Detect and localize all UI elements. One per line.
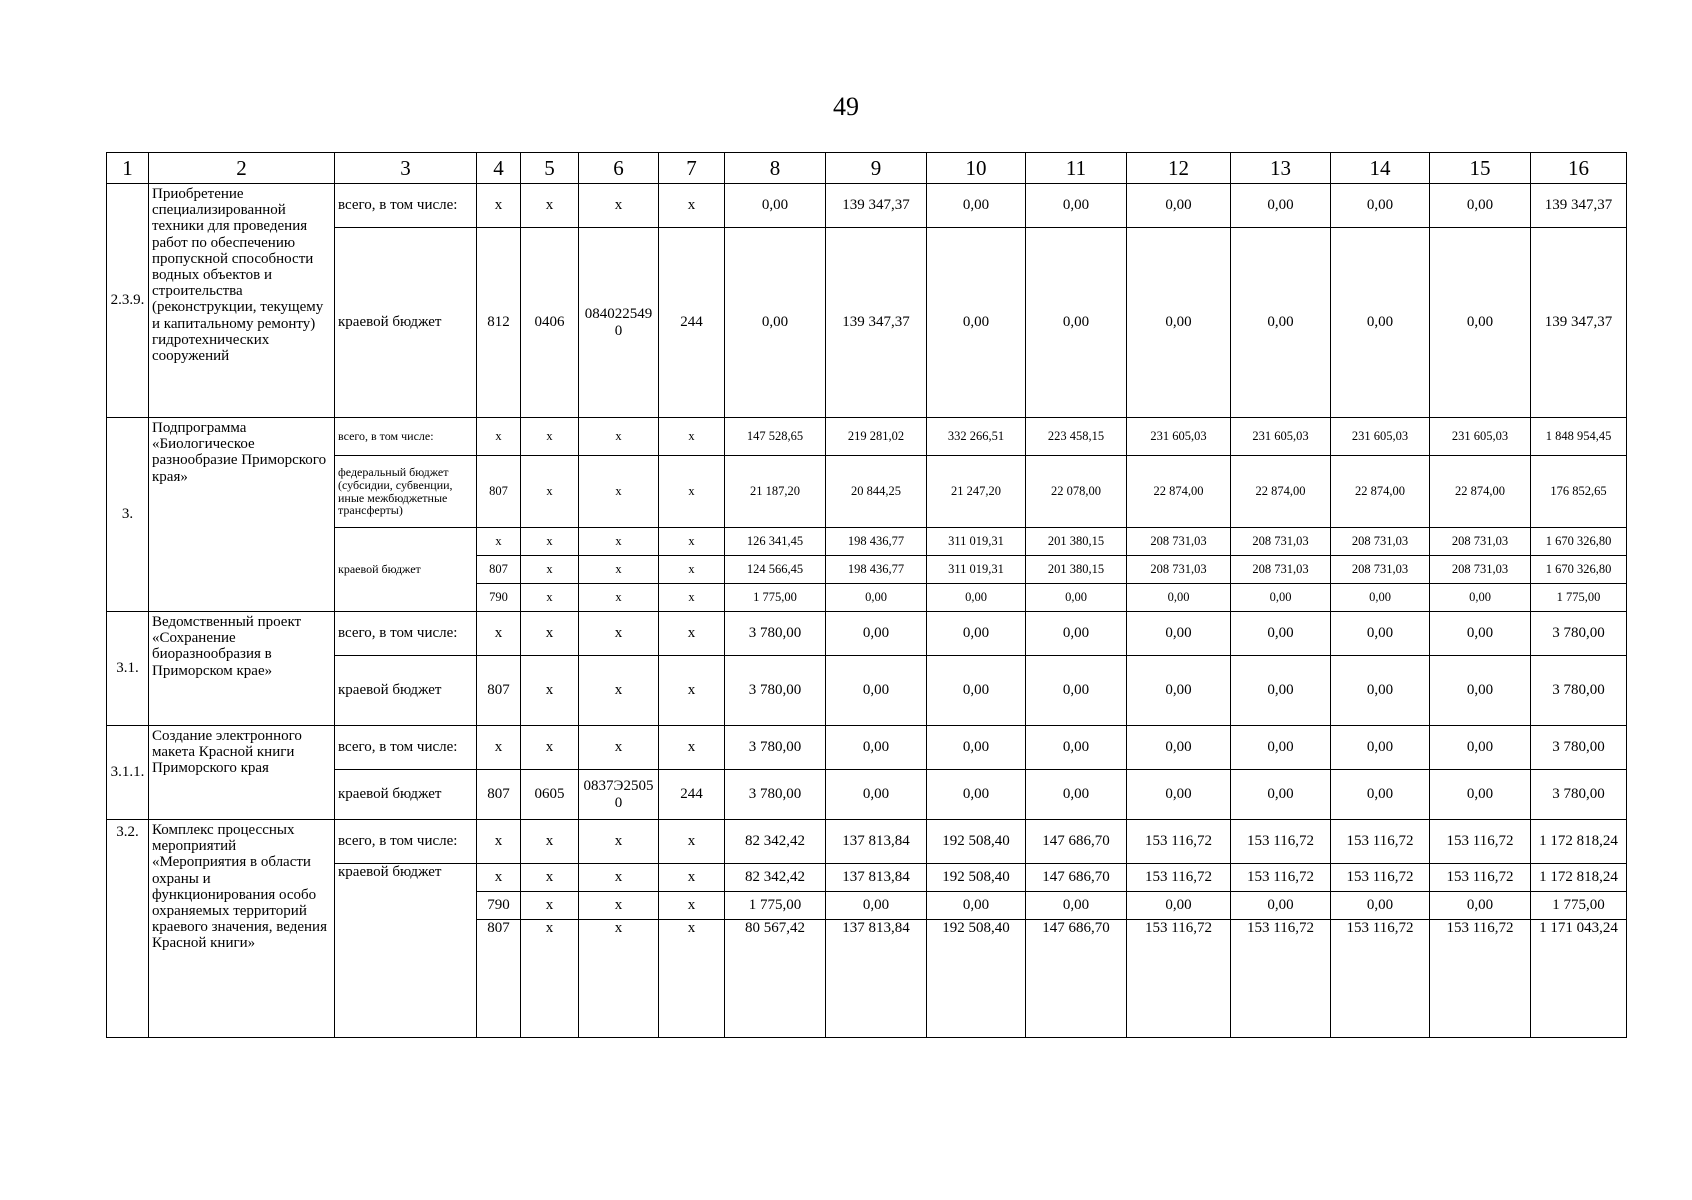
- cell-col-4: x: [477, 864, 521, 892]
- cell-col-11: 0,00: [1026, 228, 1127, 418]
- cell-col-9: 0,00: [826, 770, 927, 820]
- cell-col-9: 0,00: [826, 656, 927, 726]
- cell-col-7: x: [659, 612, 725, 656]
- col-header: 16: [1531, 153, 1627, 184]
- col-header: 4: [477, 153, 521, 184]
- cell-col-9: 219 281,02: [826, 418, 927, 456]
- cell-col-15: 153 116,72: [1430, 920, 1531, 1038]
- cell-col-10: 192 508,40: [927, 864, 1026, 892]
- cell-col-6: x: [579, 584, 659, 612]
- cell-col-8: 82 342,42: [725, 864, 826, 892]
- cell-col-15: 153 116,72: [1430, 864, 1531, 892]
- col-header: 5: [521, 153, 579, 184]
- cell-col-11: 0,00: [1026, 184, 1127, 228]
- cell-col-9: 198 436,77: [826, 556, 927, 584]
- cell-col-14: 0,00: [1331, 892, 1430, 920]
- cell-col-16: 3 780,00: [1531, 612, 1627, 656]
- cell-col-16: 1 670 326,80: [1531, 528, 1627, 556]
- cell-col-13: 0,00: [1231, 770, 1331, 820]
- cell-col-12: 231 605,03: [1127, 418, 1231, 456]
- col-header: 11: [1026, 153, 1127, 184]
- budget-table: [106, 152, 1627, 1038]
- cell-col-13: 153 116,72: [1231, 920, 1331, 1038]
- cell-col-4: x: [477, 612, 521, 656]
- cell-col-15: 0,00: [1430, 228, 1531, 418]
- cell-col-5: x: [521, 612, 579, 656]
- cell-col-16: 3 780,00: [1531, 726, 1627, 770]
- cell-col-14: 153 116,72: [1331, 920, 1430, 1038]
- table-row: [107, 528, 1627, 556]
- cell-col-12: 0,00: [1127, 770, 1231, 820]
- cell-col-9: 0,00: [826, 584, 927, 612]
- cell-col-9: 0,00: [826, 726, 927, 770]
- cell-col-6: x: [579, 556, 659, 584]
- cell-col-5: x: [521, 528, 579, 556]
- cell-col-12: 153 116,72: [1127, 864, 1231, 892]
- cell-col-7: x: [659, 820, 725, 864]
- cell-col-7: x: [659, 456, 725, 528]
- funding-source: краевой бюджет: [335, 864, 477, 1038]
- cell-col-15: 0,00: [1430, 892, 1531, 920]
- col-header: 7: [659, 153, 725, 184]
- cell-col-13: 0,00: [1231, 584, 1331, 612]
- table-row: [107, 770, 1627, 820]
- cell-col-10: 0,00: [927, 770, 1026, 820]
- cell-col-10: 192 508,40: [927, 920, 1026, 1038]
- cell-col-9: 0,00: [826, 612, 927, 656]
- cell-col-9: 20 844,25: [826, 456, 927, 528]
- cell-col-6: x: [579, 920, 659, 1038]
- col-header: 15: [1430, 153, 1531, 184]
- cell-col-8: 0,00: [725, 228, 826, 418]
- cell-col-11: 223 458,15: [1026, 418, 1127, 456]
- cell-col-16: 3 780,00: [1531, 656, 1627, 726]
- row-code: 3.2.: [107, 820, 149, 1038]
- cell-col-11: 201 380,15: [1026, 556, 1127, 584]
- cell-col-14: 0,00: [1331, 228, 1430, 418]
- cell-col-12: 153 116,72: [1127, 920, 1231, 1038]
- cell-col-5: 0605: [521, 770, 579, 820]
- cell-col-5: x: [521, 584, 579, 612]
- cell-col-10: 21 247,20: [927, 456, 1026, 528]
- cell-col-5: x: [521, 456, 579, 528]
- cell-col-11: 201 380,15: [1026, 528, 1127, 556]
- cell-col-16: 1 171 043,24: [1531, 920, 1627, 1038]
- cell-col-6: x: [579, 892, 659, 920]
- cell-col-12: 153 116,72: [1127, 820, 1231, 864]
- cell-col-4: 790: [477, 892, 521, 920]
- cell-col-5: x: [521, 556, 579, 584]
- cell-col-13: 22 874,00: [1231, 456, 1331, 528]
- funding-source: краевой бюджет: [335, 528, 477, 612]
- cell-col-10: 0,00: [927, 726, 1026, 770]
- cell-col-7: x: [659, 584, 725, 612]
- cell-col-11: 147 686,70: [1026, 820, 1127, 864]
- cell-col-13: 0,00: [1231, 726, 1331, 770]
- cell-col-9: 198 436,77: [826, 528, 927, 556]
- cell-col-7: x: [659, 892, 725, 920]
- col-header: 8: [725, 153, 826, 184]
- cell-col-14: 0,00: [1331, 184, 1430, 228]
- cell-col-8: 147 528,65: [725, 418, 826, 456]
- cell-col-11: 22 078,00: [1026, 456, 1127, 528]
- cell-col-12: 208 731,03: [1127, 528, 1231, 556]
- cell-col-4: 807: [477, 920, 521, 1038]
- cell-col-13: 153 116,72: [1231, 864, 1331, 892]
- cell-col-10: 311 019,31: [927, 528, 1026, 556]
- cell-col-6: x: [579, 820, 659, 864]
- cell-col-16: 1 775,00: [1531, 584, 1627, 612]
- cell-col-4: 807: [477, 656, 521, 726]
- cell-col-14: 22 874,00: [1331, 456, 1430, 528]
- cell-col-12: 0,00: [1127, 184, 1231, 228]
- table-row: [107, 456, 1627, 528]
- cell-col-6: x: [579, 418, 659, 456]
- cell-col-4: x: [477, 418, 521, 456]
- cell-col-7: x: [659, 418, 725, 456]
- cell-col-4: 807: [477, 556, 521, 584]
- cell-col-5: x: [521, 920, 579, 1038]
- col-header: 10: [927, 153, 1026, 184]
- table-row: [107, 612, 1627, 656]
- col-header: 2: [149, 153, 335, 184]
- cell-col-8: 3 780,00: [725, 656, 826, 726]
- cell-col-11: 147 686,70: [1026, 920, 1127, 1038]
- cell-col-10: 332 266,51: [927, 418, 1026, 456]
- cell-col-7: x: [659, 556, 725, 584]
- cell-col-10: 0,00: [927, 584, 1026, 612]
- cell-col-15: 0,00: [1430, 656, 1531, 726]
- cell-col-14: 0,00: [1331, 726, 1430, 770]
- cell-col-5: x: [521, 418, 579, 456]
- cell-col-8: 0,00: [725, 184, 826, 228]
- cell-col-8: 1 775,00: [725, 892, 826, 920]
- table-row: [107, 820, 1627, 864]
- cell-col-14: 0,00: [1331, 770, 1430, 820]
- cell-col-10: 0,00: [927, 892, 1026, 920]
- table-row: [107, 228, 1627, 418]
- cell-col-7: x: [659, 656, 725, 726]
- cell-col-6: 0840225490: [579, 228, 659, 418]
- cell-col-4: x: [477, 820, 521, 864]
- col-header: 6: [579, 153, 659, 184]
- cell-col-11: 0,00: [1026, 726, 1127, 770]
- funding-source: всего, в том числе:: [335, 726, 477, 770]
- row-name: Ведомственный проект «Сохранение биоразнообразия в Приморском крае»: [149, 612, 335, 726]
- cell-col-9: 137 813,84: [826, 820, 927, 864]
- cell-col-14: 0,00: [1331, 656, 1430, 726]
- cell-col-11: 0,00: [1026, 612, 1127, 656]
- cell-col-16: 1 775,00: [1531, 892, 1627, 920]
- cell-col-9: 139 347,37: [826, 228, 927, 418]
- row-code: 3.: [107, 418, 149, 612]
- cell-col-6: x: [579, 456, 659, 528]
- cell-col-7: 244: [659, 770, 725, 820]
- funding-source: всего, в том числе:: [335, 612, 477, 656]
- cell-col-5: x: [521, 820, 579, 864]
- cell-col-16: 139 347,37: [1531, 184, 1627, 228]
- cell-col-4: 807: [477, 456, 521, 528]
- row-name: Комплекс процессных мероприятий «Мероприятия в области охраны и функционирования особо охраняемых территорий краевого значения, ведения Красной книги»: [149, 820, 335, 1038]
- cell-col-6: x: [579, 612, 659, 656]
- cell-col-7: x: [659, 184, 725, 228]
- header-row: [107, 153, 1627, 184]
- cell-col-13: 208 731,03: [1231, 528, 1331, 556]
- cell-col-4: x: [477, 528, 521, 556]
- cell-col-12: 0,00: [1127, 584, 1231, 612]
- cell-col-8: 80 567,42: [725, 920, 826, 1038]
- funding-source: всего, в том числе:: [335, 820, 477, 864]
- cell-col-11: 0,00: [1026, 892, 1127, 920]
- cell-col-4: 807: [477, 770, 521, 820]
- cell-col-9: 139 347,37: [826, 184, 927, 228]
- cell-col-5: x: [521, 892, 579, 920]
- cell-col-4: 812: [477, 228, 521, 418]
- table-row: [107, 418, 1627, 456]
- cell-col-12: 0,00: [1127, 892, 1231, 920]
- funding-source: краевой бюджет: [335, 228, 477, 418]
- cell-col-16: 1 172 818,24: [1531, 820, 1627, 864]
- cell-col-16: 1 670 326,80: [1531, 556, 1627, 584]
- cell-col-6: 0837Э25050: [579, 770, 659, 820]
- funding-source: всего, в том числе:: [335, 418, 477, 456]
- cell-col-16: 176 852,65: [1531, 456, 1627, 528]
- cell-col-8: 126 341,45: [725, 528, 826, 556]
- cell-col-7: x: [659, 864, 725, 892]
- cell-col-13: 153 116,72: [1231, 820, 1331, 864]
- cell-col-11: 0,00: [1026, 656, 1127, 726]
- row-name: Приобретение специализированной техники для проведения работ по обеспечению пропускной способности водных объектов и строительства (реконструкции, текущему и капитальному ремонту) гидротехнических сооружений: [149, 184, 335, 418]
- cell-col-8: 3 780,00: [725, 612, 826, 656]
- cell-col-7: x: [659, 920, 725, 1038]
- cell-col-12: 0,00: [1127, 612, 1231, 656]
- cell-col-6: x: [579, 528, 659, 556]
- cell-col-6: x: [579, 184, 659, 228]
- cell-col-13: 0,00: [1231, 184, 1331, 228]
- cell-col-4: x: [477, 726, 521, 770]
- cell-col-7: x: [659, 726, 725, 770]
- cell-col-10: 192 508,40: [927, 820, 1026, 864]
- table-row: [107, 656, 1627, 726]
- cell-col-8: 124 566,45: [725, 556, 826, 584]
- cell-col-14: 208 731,03: [1331, 556, 1430, 584]
- cell-col-5: x: [521, 656, 579, 726]
- col-header: 13: [1231, 153, 1331, 184]
- cell-col-4: 790: [477, 584, 521, 612]
- cell-col-10: 0,00: [927, 228, 1026, 418]
- cell-col-15: 0,00: [1430, 726, 1531, 770]
- cell-col-12: 0,00: [1127, 228, 1231, 418]
- col-header: 3: [335, 153, 477, 184]
- cell-col-15: 153 116,72: [1430, 820, 1531, 864]
- cell-col-5: 0406: [521, 228, 579, 418]
- cell-col-6: x: [579, 726, 659, 770]
- cell-col-8: 3 780,00: [725, 770, 826, 820]
- cell-col-9: 137 813,84: [826, 920, 927, 1038]
- cell-col-11: 0,00: [1026, 584, 1127, 612]
- cell-col-9: 0,00: [826, 892, 927, 920]
- cell-col-13: 0,00: [1231, 892, 1331, 920]
- cell-col-16: 3 780,00: [1531, 770, 1627, 820]
- funding-source: федеральный бюджет (субсидии, субвенции, иные межбюджетные трансферты): [335, 456, 477, 528]
- cell-col-12: 0,00: [1127, 656, 1231, 726]
- col-header: 1: [107, 153, 149, 184]
- cell-col-8: 21 187,20: [725, 456, 826, 528]
- cell-col-11: 147 686,70: [1026, 864, 1127, 892]
- cell-col-15: 0,00: [1430, 770, 1531, 820]
- cell-col-15: 208 731,03: [1430, 556, 1531, 584]
- cell-col-5: x: [521, 184, 579, 228]
- cell-col-10: 311 019,31: [927, 556, 1026, 584]
- cell-col-8: 82 342,42: [725, 820, 826, 864]
- table-row: [107, 864, 1627, 892]
- cell-col-15: 0,00: [1430, 612, 1531, 656]
- cell-col-10: 0,00: [927, 184, 1026, 228]
- cell-col-16: 1 172 818,24: [1531, 864, 1627, 892]
- cell-col-10: 0,00: [927, 656, 1026, 726]
- row-name: Создание электронного макета Красной книги Приморского края: [149, 726, 335, 820]
- cell-col-13: 231 605,03: [1231, 418, 1331, 456]
- cell-col-9: 137 813,84: [826, 864, 927, 892]
- cell-col-15: 231 605,03: [1430, 418, 1531, 456]
- cell-col-13: 0,00: [1231, 612, 1331, 656]
- row-code: 3.1.1.: [107, 726, 149, 820]
- cell-col-14: 153 116,72: [1331, 864, 1430, 892]
- cell-col-15: 0,00: [1430, 584, 1531, 612]
- table-row: [107, 726, 1627, 770]
- cell-col-5: x: [521, 726, 579, 770]
- table-row: [107, 184, 1627, 228]
- cell-col-14: 231 605,03: [1331, 418, 1430, 456]
- page-number: 49: [833, 92, 859, 121]
- cell-col-13: 0,00: [1231, 228, 1331, 418]
- cell-col-12: 22 874,00: [1127, 456, 1231, 528]
- cell-col-4: x: [477, 184, 521, 228]
- cell-col-8: 1 775,00: [725, 584, 826, 612]
- cell-col-15: 0,00: [1430, 184, 1531, 228]
- cell-col-11: 0,00: [1026, 770, 1127, 820]
- funding-source: краевой бюджет: [335, 656, 477, 726]
- cell-col-16: 139 347,37: [1531, 228, 1627, 418]
- row-code: 3.1.: [107, 612, 149, 726]
- cell-col-14: 153 116,72: [1331, 820, 1430, 864]
- row-name: Подпрограмма «Биологическое разнообразие Приморского края»: [149, 418, 335, 612]
- cell-col-16: 1 848 954,45: [1531, 418, 1627, 456]
- cell-col-7: x: [659, 528, 725, 556]
- cell-col-5: x: [521, 864, 579, 892]
- cell-col-12: 0,00: [1127, 726, 1231, 770]
- cell-col-14: 0,00: [1331, 584, 1430, 612]
- cell-col-14: 208 731,03: [1331, 528, 1430, 556]
- cell-col-7: 244: [659, 228, 725, 418]
- cell-col-12: 208 731,03: [1127, 556, 1231, 584]
- col-header: 9: [826, 153, 927, 184]
- cell-col-13: 0,00: [1231, 656, 1331, 726]
- cell-col-10: 0,00: [927, 612, 1026, 656]
- cell-col-15: 208 731,03: [1430, 528, 1531, 556]
- cell-col-13: 208 731,03: [1231, 556, 1331, 584]
- row-code: 2.3.9.: [107, 184, 149, 418]
- cell-col-14: 0,00: [1331, 612, 1430, 656]
- cell-col-6: x: [579, 864, 659, 892]
- cell-col-8: 3 780,00: [725, 726, 826, 770]
- col-header: 14: [1331, 153, 1430, 184]
- cell-col-6: x: [579, 656, 659, 726]
- col-header: 12: [1127, 153, 1231, 184]
- funding-source: всего, в том числе:: [335, 184, 477, 228]
- funding-source: краевой бюджет: [335, 770, 477, 820]
- cell-col-15: 22 874,00: [1430, 456, 1531, 528]
